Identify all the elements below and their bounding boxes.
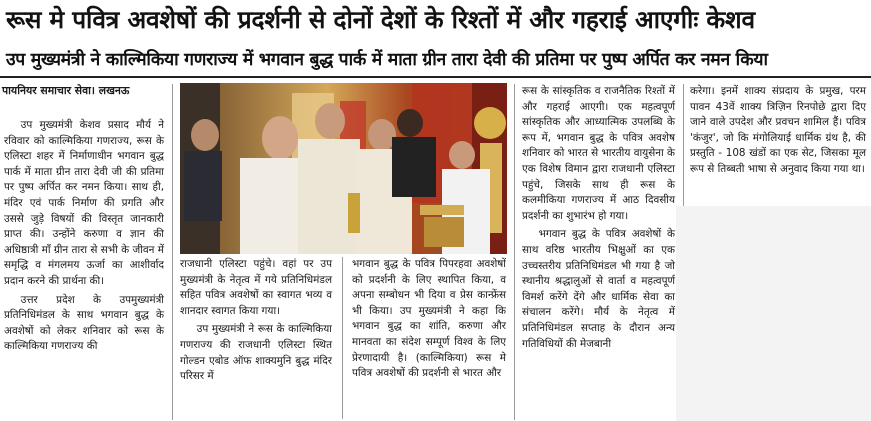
paragraph: रूस के सांस्कृतिक व राजनैतिक रिश्तों में और गहराई आएगी। एक महत्वपूर्ण सांस्कृतिक और आध्यात्मिक उपलब्धि के रूप में, भगवान बुद्ध के पवित्र अवशेष शनिवार को भारत से भारतीय वायुसेना के एक विशेष विमान द्वारा राजधानी एलिस्टा पहुंचे, जिसके साथ ही रूस के कलमीकिया गणराज्य में आठ दिवसीय प्रदर्शनी का शुभारंभ हो गया।: [522, 85, 675, 222]
divider-rule: [0, 76, 871, 78]
paragraph: भगवान बुद्ध के पवित्र अवशेषों के साथ वरिष्ठ भारतीय भिक्षुओं का एक उच्चस्तरीय प्रतिनिधिमंडल भी गया है जो स्थानीय श्रद्धालुओं से वार्ता व महत्वपूर्ण विमर्श करेंगे देंगे और धार्मिक सेवा का संचालन करेंगे। मौर्य के नेतृत्व में प्रतिनिधिमंडल सप्ताह के दौरान अन्य गतिविधियों की मेजबानी: [522, 228, 675, 350]
article-byline: पायनियर समाचार सेवा। लखनऊ: [2, 84, 130, 97]
text-column-1: [4, 118, 164, 420]
text-column-3: [352, 257, 506, 419]
paragraph: उप मुख्यमंत्री केशव प्रसाद मौर्य ने रविवार को काल्मिकिया गणराज्य, रूस के एलिस्टा शहर में निर्माणाधीन भगवान बुद्ध पार्क में माता ग्रीन तारा देवी जी की प्रतिमा पर पुष्प अर्पित कर नमन किया। साथ ही, मंदिर एवं पार्क निर्माण की प्रगति और उससे जुड़े विषयों की विस्तृत जानकारी प्राप्त की। उन्होंने करुणा व ज्ञान की अधिष्ठात्री माँ ग्रीन तारा से सभी के जीवन में समृद्धि व मंगलमय ऊर्जा का आशीर्वाद प्रदान करने की प्रार्थना की।: [4, 119, 164, 287]
text-column-4: [522, 84, 675, 420]
column-divider: [514, 84, 515, 420]
text-column-5: [690, 84, 866, 204]
article-headline: रूस मे पवित्र अवशेषों की प्रदर्शनी से दोनों देशों के रिश्तों में और गहराई आएगीः केशव: [6, 5, 755, 34]
column-divider: [172, 84, 173, 420]
news-photo: [180, 83, 507, 254]
paragraph: भगवान बुद्ध के पवित्र पिपरहवा अवशेषों को प्रदर्शनी के लिए स्थापित किया, व अपना सम्बोधन भी दिया व प्रेस कान्फ्रेंस भी किया। उप मुख्यमंत्री ने कहा कि भगवान बुद्ध का शांति, करुणा और मानवता का संदेश सम्पूर्ण विश्व के लिए प्रेरणादायी है। (काल्मिकिया) रूस मे पवित्र अवशेषों की प्रदर्शनी से भारत और: [352, 258, 506, 380]
text-column-2: [180, 257, 332, 419]
paragraph: करेगा। इनमें शाक्य संप्रदाय के प्रमुख, परम पावन 43वें शाक्य त्रिज़िन रिनपोछे द्वारा दिए जाने वाले उपदेश और प्रवचन शामिल हैं। पवित्र 'कंजुर', जो कि मंगोलियाई धार्मिक ग्रंथ है, की प्रस्तुति - 108 खंडों का एक सेट, जिसका मूल रूप से तिब्बती भाषा से अनुवाद किया गया था।: [690, 85, 866, 175]
column-divider: [342, 257, 343, 419]
article-subheadline: उप मुख्यमंत्री ने काल्मिकिया गणराज्य में भगवान बुद्ध पार्क में माता ग्रीन तारा देवी की प्रतिमा पर पुष्प अर्पित कर नमन किया: [6, 50, 768, 70]
paragraph: उप मुख्यमंत्री ने रूस के काल्मिकिया गणराज्य की राजधानी एलिस्टा स्थित गोल्डन एबोड ऑफ शाक्यमुनि बुद्ध मंदिर परिसर में: [180, 323, 332, 383]
paragraph: उत्तर प्रदेश के उपमुख्यमंत्री प्रतिनिधिमंडल के साथ भगवान बुद्ध के अवशेषों को लेकर शनिवार को रूस के काल्मिकिया गणराज्य की: [4, 293, 164, 353]
blank-area: [676, 206, 871, 421]
paragraph: राजधानी एलिस्टा पहुंचे। वहां पर उप मुख्यमंत्री के नेतृत्व में गये प्रतिनिधिमंडल सहित पवित्र अवशेषों का स्वागत भव्य व शानदार स्वागत किया गया।: [180, 258, 332, 317]
